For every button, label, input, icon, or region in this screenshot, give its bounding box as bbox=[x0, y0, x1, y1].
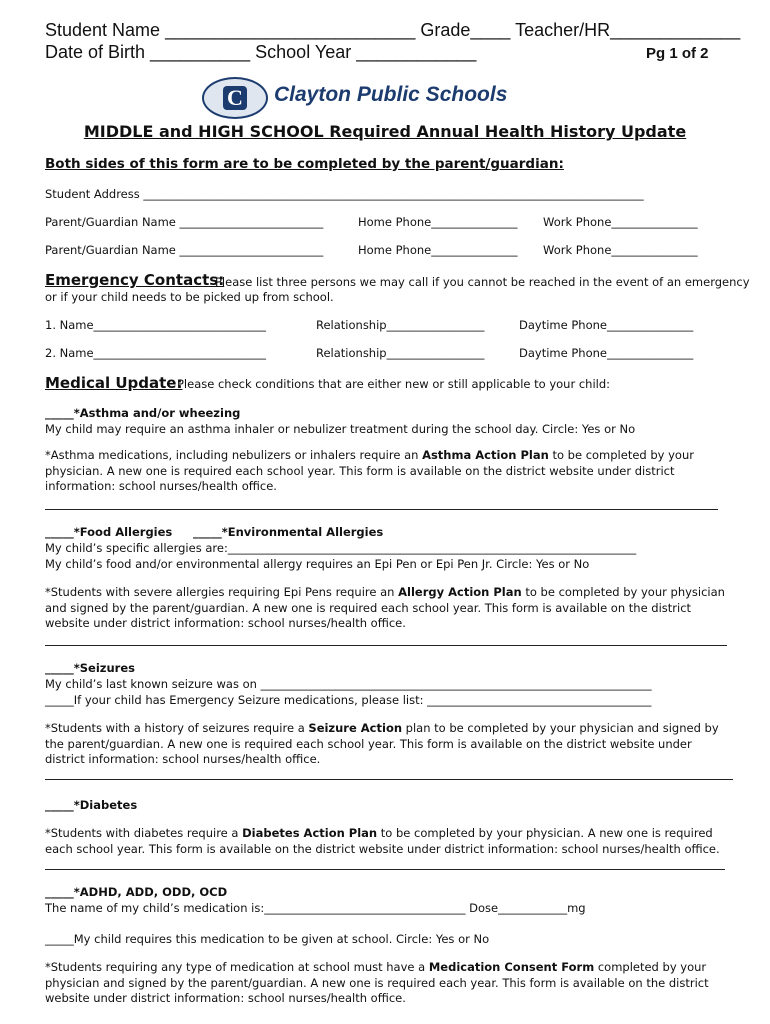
emergency-contacts-heading: Emergency Contacts: bbox=[45, 271, 225, 289]
asthma-checkbox-line[interactable]: _____*Asthma and/or wheezing bbox=[45, 406, 241, 420]
seizure-action-term: Seizure Action bbox=[308, 721, 403, 735]
allergy-action-plan-term: Allergy Action Plan bbox=[398, 585, 522, 599]
guardian-1-name-field[interactable]: Parent/Guardian Name _________________________ bbox=[45, 215, 324, 229]
epipen-line: My child’s food and/or environmental allergy requires an Epi Pen or Epi Pen Jr. Circle: Yes or No bbox=[45, 557, 590, 571]
student-address-field[interactable]: Student Address _______________________________________________________________________________________ bbox=[45, 187, 644, 201]
diabetes-checkbox-line[interactable]: _____*Diabetes bbox=[45, 798, 138, 812]
contact-2-name-field[interactable]: 2. Name______________________________ bbox=[45, 346, 267, 360]
divider bbox=[45, 869, 725, 870]
asthma-inhaler-line: My child may require an asthma inhaler or nebulizer treatment during the school day. Circle: Yes or No bbox=[45, 422, 636, 436]
seizures-checkbox-line[interactable]: _____*Seizures bbox=[45, 661, 135, 675]
guardian-2-name-field[interactable]: Parent/Guardian Name _________________________ bbox=[45, 243, 324, 257]
food-allergies-checkbox-line[interactable]: _____*Food Allergies bbox=[45, 525, 173, 539]
specific-allergies-field[interactable]: My child’s specific allergies are:_______________________________________________________________________ bbox=[45, 541, 637, 555]
guardian-1-work-phone-field[interactable]: Work Phone_______________ bbox=[543, 215, 698, 229]
page-number: Pg 1 of 2 bbox=[646, 45, 709, 62]
contact-1-phone-field[interactable]: Daytime Phone_______________ bbox=[519, 318, 694, 332]
district-seal bbox=[202, 77, 268, 119]
guardian-2-work-phone-field[interactable]: Work Phone_______________ bbox=[543, 243, 698, 257]
subtitle: Both sides of this form are to be completed by the parent/guardian: bbox=[45, 156, 564, 172]
medication-at-school-line[interactable]: _____My child requires this medication to be given at school. Circle: Yes or No bbox=[45, 932, 490, 946]
guardian-1-home-phone-field[interactable]: Home Phone_______________ bbox=[358, 215, 518, 229]
seal-letter: C bbox=[223, 86, 247, 110]
guardian-2-home-phone-field[interactable]: Home Phone_______________ bbox=[358, 243, 518, 257]
divider bbox=[45, 645, 727, 646]
district-name: Clayton Public Schools bbox=[274, 83, 508, 106]
emergency-intro-a: Please list three persons we may call if you cannot be reached in the event of an emergency bbox=[215, 275, 750, 289]
divider bbox=[45, 779, 733, 780]
last-seizure-field[interactable]: My child’s last known seizure was on ____________________________________________________________________ bbox=[45, 677, 652, 691]
header-line-2: Date of Birth __________ School Year ____________ bbox=[45, 42, 477, 62]
medication-name-dose-field[interactable]: The name of my child’s medication is:___________________________________ Dose____________mg bbox=[45, 901, 586, 915]
contact-1-relationship-field[interactable]: Relationship_________________ bbox=[316, 318, 485, 332]
diabetes-action-plan-note: *Students with diabetes require a Diabetes Action Plan to be completed by your physician. A new one is required each school year. This form is available on the district website under district information: school nurses/health office. bbox=[45, 826, 720, 856]
contact-2-relationship-field[interactable]: Relationship_________________ bbox=[316, 346, 485, 360]
seizure-action-plan-note: *Students with a history of seizures require a Seizure Action plan to be completed by your physician and signed by the parent/guardian. A new one is required each school year. This form is available on the district website under district information: school nurses/health office. bbox=[45, 721, 719, 766]
allergy-action-plan-note: *Students with severe allergies requiring Epi Pens require an Allergy Action Plan to be completed by your physician and signed by the parent/guardian. A new one is required each school year. This form is available on the district website under district information: school nurses/health office. bbox=[45, 585, 725, 630]
environmental-allergies-checkbox-line[interactable]: _____*Environmental Allergies bbox=[193, 525, 384, 539]
header-line-1: Student Name _________________________ Grade____ Teacher/HR_____________ bbox=[45, 20, 741, 40]
medical-update-intro: Please check conditions that are either new or still applicable to your child: bbox=[177, 377, 611, 391]
divider bbox=[45, 509, 718, 510]
medication-consent-note: *Students requiring any type of medication at school must have a Medication Consent Form completed by your physician and signed by the parent/guardian. A new one is required each year. This form is available on the district website under district information: school nurses/health office. bbox=[45, 960, 709, 1005]
emergency-intro-b: or if your child needs to be picked up from school. bbox=[45, 290, 334, 304]
seizure-medications-field[interactable]: _____If your child has Emergency Seizure medications, please list: _______________________________________ bbox=[45, 693, 652, 707]
medical-update-heading: Medical Update: bbox=[45, 374, 183, 392]
contact-2-phone-field[interactable]: Daytime Phone_______________ bbox=[519, 346, 694, 360]
asthma-action-plan-term: Asthma Action Plan bbox=[422, 448, 549, 462]
contact-1-name-field[interactable]: 1. Name______________________________ bbox=[45, 318, 267, 332]
medication-consent-term: Medication Consent Form bbox=[428, 960, 595, 974]
page-title: MIDDLE and HIGH SCHOOL Required Annual Health History Update bbox=[83, 122, 687, 141]
diabetes-action-plan-term: Diabetes Action Plan bbox=[242, 826, 378, 840]
asthma-action-plan-note: *Asthma medications, including nebulizers or inhalers require an Asthma Action Plan to be completed by your physician. A new one is required each school year. This form is available on the district website under district information: school nurses/health office. bbox=[45, 448, 694, 493]
adhd-checkbox-line[interactable]: _____*ADHD, ADD, ODD, OCD bbox=[45, 885, 228, 899]
